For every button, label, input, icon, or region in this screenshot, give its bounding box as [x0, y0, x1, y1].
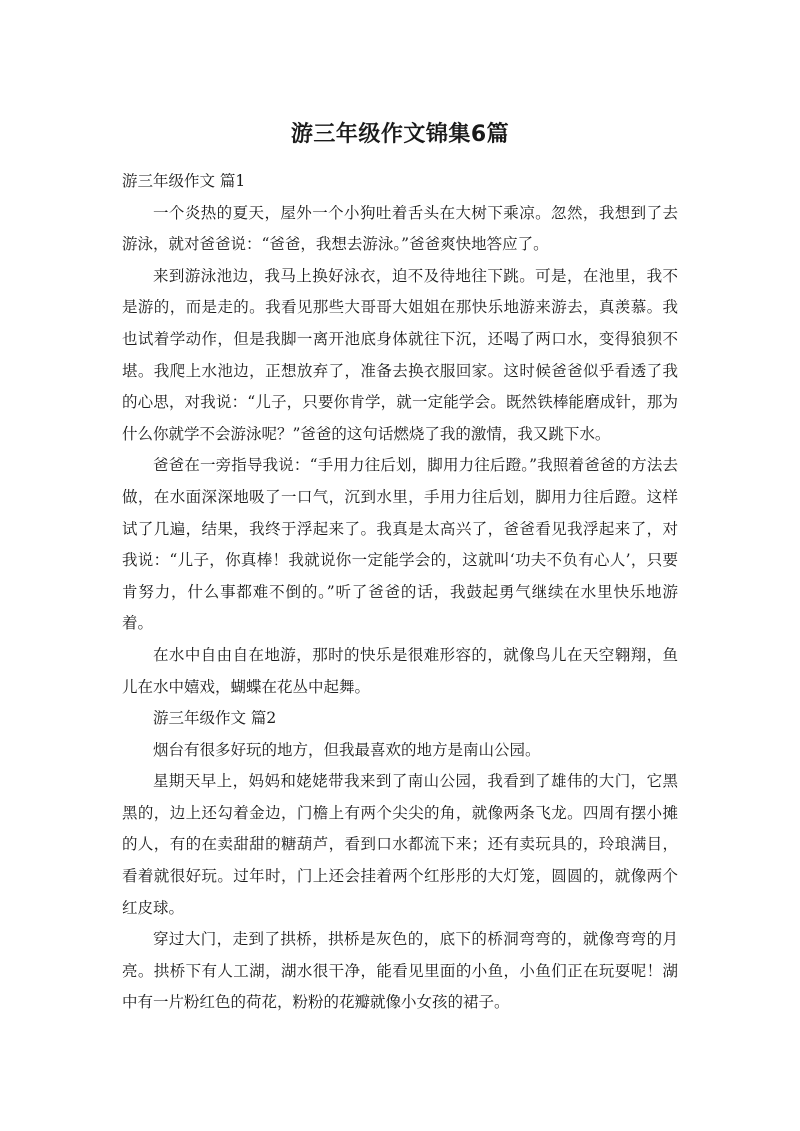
document-page	[122, 118, 678, 1019]
section-heading: 游三年级作文 篇1	[122, 172, 246, 190]
paragraph: 烟台有很多好玩的地方，但我最喜欢的地方是南山公园。	[153, 740, 541, 759]
paragraph: 来到游泳池边，我马上换好泳衣，迫不及待地往下跳。可是，在池里，我不是游的，而是走的。我看见那些大哥哥大姐姐在那快乐地游来游去，真羡慕。我也试着学动作，但是我脚一离开池底身体就往下沉，还喝了两口水，变得狼狈不堪。我爬上水池边，正想放弃了，准备去换衣服回家。这时候爸爸似乎看透了我的心思，对我说：“儿子，只要你肯学，就一定能学会。既然铁棒能磨成针，那为什么你就学不会游泳呢？”爸爸的这句话燃烧了我的激情，我又跳下水。	[122, 266, 678, 443]
paragraph: 爸爸在一旁指导我说：“手用力往后划，脚用力往后蹬。”我照着爸爸的方法去做，在水面深深地吸了一口气，沉到水里，手用力往后划，脚用力往后蹬。这样试了几遍，结果，我终于浮起来了。我真是太高兴了，爸爸看见我浮起来了，对我说：“儿子，你真棒！我就说你一定能学会的，这就叫‘功夫不负有心人’，只要肯努力，什么事都难不倒的。”听了爸爸的话，我鼓起勇气继续在水里快乐地游着。	[122, 456, 678, 633]
essay-section-2	[122, 703, 678, 1019]
document-title: 游三年级作文锦集6篇	[290, 122, 510, 147]
essay-section-1	[122, 166, 678, 703]
paragraph: 在水中自由自在地游，那时的快乐是很难形容的，就像鸟儿在天空翱翔，鱼儿在水中嬉戏，蝴蝶在花丛中起舞。	[122, 645, 678, 696]
section-heading: 游三年级作文 篇2	[153, 709, 277, 728]
paragraph: 一个炎热的夏天，屋外一个小狗吐着舌头在大树下乘凉。忽然，我想到了去游泳，就对爸爸说：“爸爸，我想去游泳。”爸爸爽快地答应了。	[122, 203, 678, 254]
paragraph: 星期天早上，妈妈和姥姥带我来到了南山公园，我看到了雄伟的大门，它黑黑的，边上还勾着金边，门檐上有两个尖尖的角，就像两条飞龙。四周有摆小摊的人，有的在卖甜甜的糖葫芦，看到口水都流下来；还有卖玩具的，玲琅满目，看着就很好玩。过年时，门上还会挂着两个红彤彤的大灯笼，圆圆的，就像两个红皮球。	[122, 772, 678, 917]
paragraph: 穿过大门，走到了拱桥，拱桥是灰色的，底下的桥洞弯弯的，就像弯弯的月亮。拱桥下有人工湖，湖水很干净，能看见里面的小鱼，小鱼们正在玩耍呢！湖中有一片粉红色的荷花，粉粉的花瓣就像小女孩的裙子。	[122, 930, 678, 1012]
